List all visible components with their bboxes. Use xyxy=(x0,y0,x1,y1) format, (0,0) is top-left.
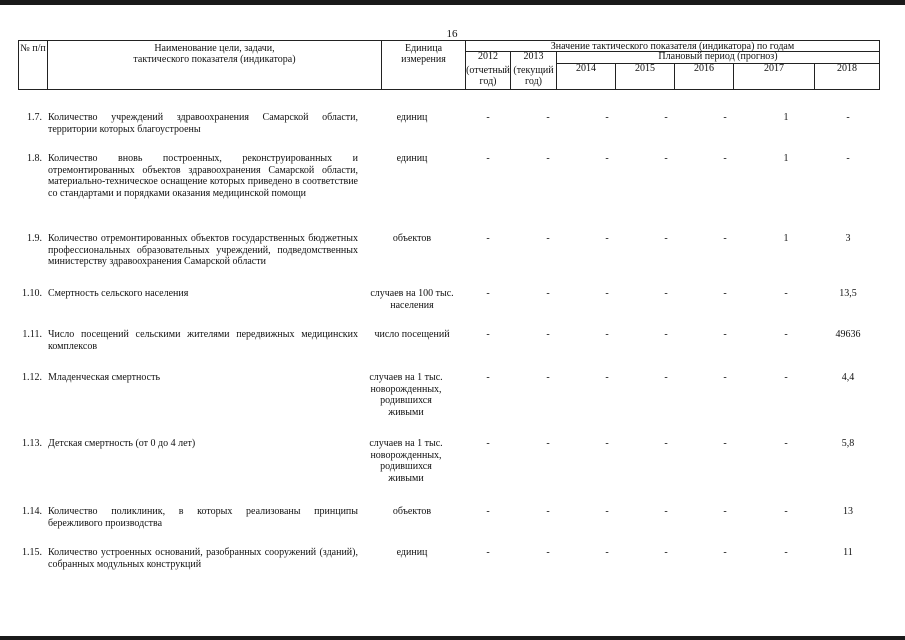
row-name: Число посещений сельскими жителями передвижных медицинских комплексов xyxy=(48,329,358,352)
header-2014: 2014 xyxy=(556,63,616,90)
value-2014: - xyxy=(605,438,609,449)
header-name: Наименование цели, задачи, тактического показателя (индикатора) xyxy=(47,40,382,90)
value-2016: - xyxy=(723,547,727,558)
value-2013: - xyxy=(546,372,550,383)
value-2012: - xyxy=(486,233,490,244)
row-unit: объектов xyxy=(392,233,432,244)
row-name: Детская смертность (от 0 до 4 лет) xyxy=(48,438,196,449)
value-2015: - xyxy=(664,438,668,449)
value-2015: - xyxy=(664,153,668,164)
table-header xyxy=(18,40,880,90)
value-2014: - xyxy=(605,112,609,123)
header-2013: 2013 xyxy=(523,51,544,62)
row-name: Количество поликлиник, в которых реализованы принципы бережливого производства xyxy=(48,506,358,529)
value-2016: - xyxy=(723,438,727,449)
value-2016: - xyxy=(723,153,727,164)
value-2017: - xyxy=(784,438,788,449)
value-2013: - xyxy=(546,506,550,517)
value-2016: - xyxy=(723,288,727,299)
value-2013: - xyxy=(546,112,550,123)
value-2018: 5,8 xyxy=(841,438,855,449)
value-2018: 11 xyxy=(843,547,853,558)
value-2017: - xyxy=(784,329,788,340)
value-2015: - xyxy=(664,547,668,558)
value-2017: - xyxy=(784,288,788,299)
value-2017: - xyxy=(784,547,788,558)
value-2013: - xyxy=(546,153,550,164)
value-2018: - xyxy=(846,153,850,164)
row-unit: единиц xyxy=(396,112,428,123)
header-2016: 2016 xyxy=(674,63,734,90)
value-2013: - xyxy=(546,233,550,244)
value-2014: - xyxy=(605,153,609,164)
value-2015: - xyxy=(664,233,668,244)
value-2014: - xyxy=(605,233,609,244)
row-unit: единиц xyxy=(396,547,428,558)
value-2015: - xyxy=(664,288,668,299)
row-name: Смертность сельского населения xyxy=(48,288,189,299)
value-2012: - xyxy=(486,438,490,449)
value-2017: 1 xyxy=(783,112,789,123)
value-2018: 13,5 xyxy=(839,288,857,299)
header-2013-cell xyxy=(510,51,557,90)
row-name: Количество вновь построенных, реконструированных и отремонтированных объектов здравоохранения Самарской области, материально-техническое оснащение которых приведено в соответствие со стандартами и порядками оказания медицинской помощи xyxy=(48,153,358,199)
value-2018: 4,4 xyxy=(841,372,855,383)
value-2012: - xyxy=(486,547,490,558)
value-2017: - xyxy=(784,372,788,383)
header-num: № п/п xyxy=(18,40,48,90)
value-2016: - xyxy=(723,372,727,383)
row-number: 1.10. xyxy=(22,288,42,299)
row-number: 1.8. xyxy=(27,153,42,164)
value-2016: - xyxy=(723,329,727,340)
value-2012: - xyxy=(486,288,490,299)
value-2017: 1 xyxy=(783,233,789,244)
page-number: 16 xyxy=(446,28,458,40)
value-2014: - xyxy=(605,288,609,299)
value-2012: - xyxy=(486,506,490,517)
header-unit: Единица измерения xyxy=(381,40,466,90)
value-2015: - xyxy=(664,506,668,517)
value-2015: - xyxy=(664,112,668,123)
row-number: 1.7. xyxy=(27,112,42,123)
value-2016: - xyxy=(723,233,727,244)
row-unit: случаев на 1 тыс. новорожденных, родившихся живыми xyxy=(369,372,443,418)
header-2012-cell xyxy=(465,51,511,90)
value-2018: 3 xyxy=(845,233,851,244)
value-2012: - xyxy=(486,329,490,340)
header-2013-note: (текущий год) xyxy=(513,65,554,87)
value-2012: - xyxy=(486,153,490,164)
row-unit: случаев на 1 тыс. новорожденных, родившихся живыми xyxy=(369,438,443,484)
row-number: 1.11. xyxy=(22,329,42,340)
value-2018: 49636 xyxy=(835,329,861,340)
header-planned: Плановый период (прогноз) xyxy=(556,51,880,64)
value-2018: 13 xyxy=(843,506,853,517)
row-name: Количество отремонтированных объектов государственных бюджетных профессиональных образовательных учреждений, подведомственных министерству здравоохранения Самарской области xyxy=(48,233,358,267)
top-border xyxy=(0,0,905,5)
value-2014: - xyxy=(605,372,609,383)
bottom-border xyxy=(0,636,905,640)
row-name: Количество учреждений здравоохранения Самарской области, территории которых благоустроены xyxy=(48,112,358,135)
value-2013: - xyxy=(546,329,550,340)
row-number: 1.9. xyxy=(27,233,42,244)
row-unit: единиц xyxy=(396,153,428,164)
header-2012: 2012 xyxy=(478,51,498,62)
row-number: 1.12. xyxy=(22,372,42,383)
header-2018: 2018 xyxy=(814,63,880,90)
value-2014: - xyxy=(605,506,609,517)
value-2017: - xyxy=(784,506,788,517)
value-2012: - xyxy=(486,372,490,383)
value-2013: - xyxy=(546,547,550,558)
value-2015: - xyxy=(664,372,668,383)
value-2018: - xyxy=(846,112,850,123)
header-2012-note: (отчетный год) xyxy=(466,65,510,87)
row-name: Количество устроенных оснований, разобранных сооружений (зданий), собранных модульных конструкций xyxy=(48,547,358,570)
row-number: 1.14. xyxy=(22,506,42,517)
value-2013: - xyxy=(546,438,550,449)
row-number: 1.13. xyxy=(22,438,42,449)
row-unit: число посещений xyxy=(374,329,450,340)
value-2016: - xyxy=(723,112,727,123)
row-number: 1.15. xyxy=(22,547,42,558)
value-2013: - xyxy=(546,288,550,299)
value-2015: - xyxy=(664,329,668,340)
value-2014: - xyxy=(605,329,609,340)
value-2016: - xyxy=(723,506,727,517)
header-2015: 2015 xyxy=(615,63,675,90)
value-2014: - xyxy=(605,547,609,558)
row-name: Младенческая смертность xyxy=(48,372,161,383)
row-unit: случаев на 100 тыс. населения xyxy=(370,288,454,311)
value-2017: 1 xyxy=(783,153,789,164)
value-2012: - xyxy=(486,112,490,123)
header-values-title: Значение тактического показателя (индикатора) по годам xyxy=(465,40,880,52)
header-2017: 2017 xyxy=(733,63,815,90)
row-unit: объектов xyxy=(392,506,432,517)
